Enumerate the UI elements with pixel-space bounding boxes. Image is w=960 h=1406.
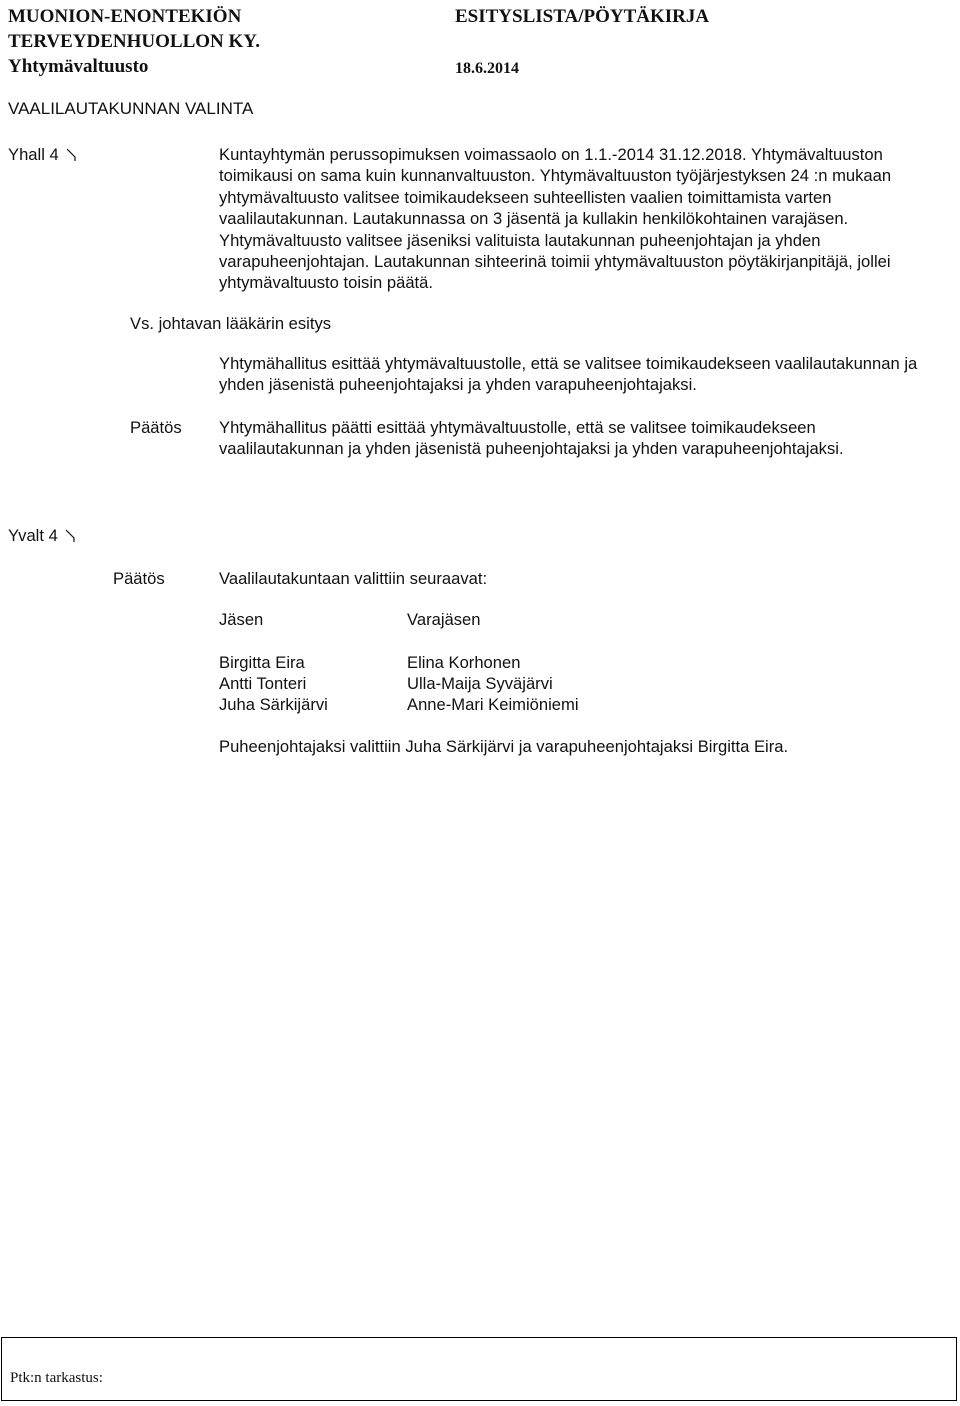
section-mark-icon	[64, 529, 76, 543]
background-text: Kuntayhtymän perussopimuksen voimassaolo on 1.1.-2014 31.12.2018. Yhtymävaltuuston toimikausi on sama kuin kunnanvaltuuston. Yhtymävaltuuston työjärjestyksen 24 :n mukaan yhtymävaltuusto valitsee toimikaudekseen suhteellisten vaalien toimittamista varten vaalilautakunnan. Lautakunnassa on 3 jäsentä ja kullakin henkilökohtainen varajäsen. Yhtymävaltuusto valitsee jäseniksi valituista lautakunnan puheenjohtajan ja yhden varapuheenjohtajan. Lautakunnan sihteerinä toimii yhtymävaltuuston pöytäkirjanpitäjä, jollei yhtymävaltuusto toisin päätä.	[219, 145, 892, 293]
organization-name-line2: TERVEYDENHUOLLON KY.	[8, 31, 261, 52]
yhall-reference	[8, 144, 77, 165]
deputy-column-header: Varajäsen	[407, 610, 481, 629]
chair-election-text: Puheenjohtajaksi valittiin Juha Särkijärvi ja varapuheenjohtajaksi Birgitta Eira.	[219, 737, 789, 756]
proposer-label: Vs. johtavan lääkärin esitys	[130, 314, 332, 333]
member-name: Antti Tonteri	[219, 674, 307, 693]
member-name: Birgitta Eira	[219, 653, 305, 672]
decision-text: Yhtymähallitus päätti esittää yhtymävaltuustolle, että se valitsee toimikaudekseen vaalilautakunnan ja yhden jäsenistä puheenjohtajaksi ja yhden varapuheenjohtajaksi.	[219, 418, 844, 459]
yvalt-decision-intro: Vaalilautakuntaan valittiin seuraavat:	[219, 569, 488, 588]
section-title: VAALILAUTAKUNNAN VALINTA	[8, 99, 254, 118]
meeting-date: 18.6.2014	[455, 60, 519, 77]
deputy-name: Anne-Mari Keimiöniemi	[407, 695, 579, 714]
yvalt-decision-label: Päätös	[113, 569, 165, 588]
organization-name-line1: MUONION-ENONTEKIÖN	[8, 6, 242, 27]
deputy-name: Elina Korhonen	[407, 653, 521, 672]
member-name: Juha Särkijärvi	[219, 695, 328, 714]
member-column-header: Jäsen	[219, 610, 264, 629]
document-type: ESITYSLISTA/PÖYTÄKIRJA	[455, 6, 710, 27]
minutes-check-label: Ptk:n tarkastus:	[10, 1370, 103, 1386]
yhall-reference-label: Yhall 4	[8, 145, 59, 164]
minutes-check-box	[1, 1337, 957, 1401]
deputy-name: Ulla-Maija Syväjärvi	[407, 674, 553, 693]
yvalt-reference-label: Yvalt 4	[8, 526, 58, 545]
decision-label: Päätös	[130, 418, 182, 437]
meeting-body-name: Yhtymävaltuusto	[8, 56, 149, 77]
proposal-text: Yhtymähallitus esittää yhtymävaltuustolle, että se valitsee toimikaudekseen vaalilautakunnan ja yhden jäsenistä puheenjohtajaksi ja yhden varapuheenjohtajaksi.	[219, 354, 918, 395]
yvalt-reference	[8, 525, 76, 546]
section-mark-icon	[65, 148, 77, 162]
